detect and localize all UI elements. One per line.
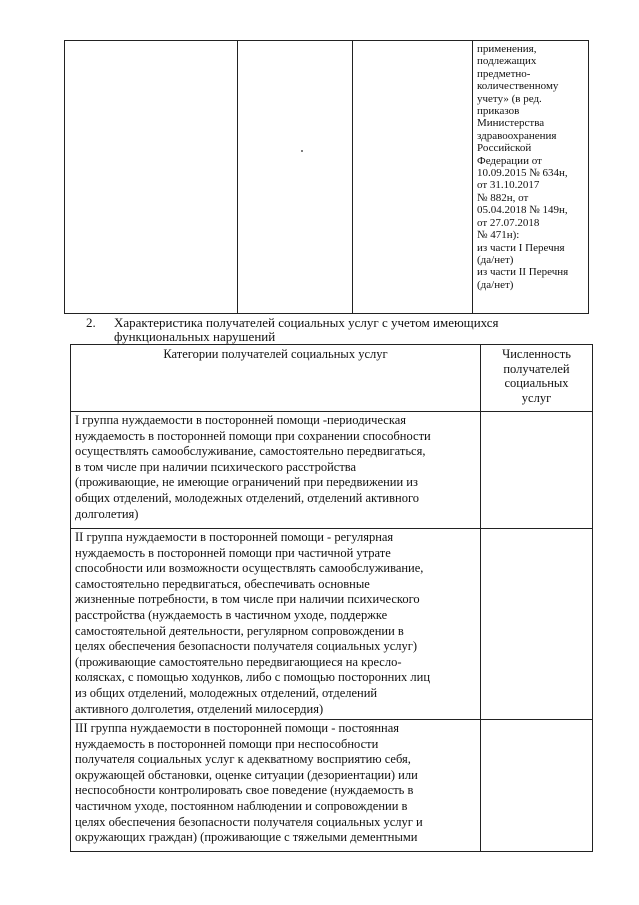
cell-line: (да/нет) [477, 278, 514, 291]
count-cell-group-3 [481, 720, 593, 852]
table-row [71, 720, 593, 852]
cell-line: от 31.10.2017 [477, 179, 540, 192]
table-row [71, 412, 593, 529]
category-line: II группа нуждаемости в посторонней помощи - регулярная [75, 530, 394, 544]
section-title-line: функциональных нарушений [114, 329, 276, 344]
category-line: в том числе при наличии психического расстройства [75, 459, 357, 474]
header-category: Категории получателей социальных услуг [71, 345, 481, 412]
cell-line: приказов [477, 105, 520, 118]
category-line: (проживающие, не имеющие ограничений при передвижении из [75, 475, 418, 490]
category-line: частичном уходе, постоянном наблюдении и сопровождении в [75, 798, 408, 813]
section-number: 2. [86, 315, 96, 330]
cell-line: от 27.07.2018 [477, 216, 540, 229]
cell-line: применения, [477, 43, 537, 55]
section-title [114, 316, 566, 344]
cell-line: Министерства [477, 117, 545, 130]
category-cell-group-2 [71, 529, 481, 720]
header-count-line: Численность [502, 347, 571, 361]
header-count-line: получателей [503, 361, 570, 376]
category-line: неспособности контролировать свое поведение (нуждаемость в [75, 783, 414, 798]
category-line: долголетия) [75, 506, 139, 521]
cell-line: учету» (в ред. [477, 92, 542, 105]
category-line: получателя социальных услуг к адекватному восприятию себя, [75, 752, 411, 767]
cell-line: количественному [477, 80, 559, 93]
category-line: (проживающие самостоятельно передвигающиеся на кресло- [75, 654, 402, 669]
recipients-table [70, 344, 593, 852]
cell-line: подлежащих [477, 55, 537, 68]
scan-speck [301, 150, 303, 152]
count-cell-group-1 [481, 412, 593, 529]
cell-line: 05.04.2018 № 149н, [477, 204, 568, 217]
cell-line: Российской [477, 142, 532, 155]
category-line: целях обеспечения безопасности получателя социальных услуг) [75, 639, 418, 654]
cell-line: Федерации от [477, 154, 542, 167]
category-line: общих отделений, молодежных отделений, отделений активного [75, 490, 420, 505]
category-line: нуждаемость в посторонней помощи при частичной утрате [75, 545, 391, 560]
category-line: нуждаемость в посторонней помощи при сохранении способности [75, 428, 431, 443]
continuation-cell-1 [65, 41, 238, 314]
category-line: активного долголетия, отделений милосердия) [75, 701, 324, 716]
header-count-line: социальных [504, 376, 569, 390]
category-line: колясках, с помощью ходунков, либо с помощью посторонних лиц [75, 670, 431, 685]
count-cell-group-2 [481, 529, 593, 720]
category-line: самостоятельно передвигаться, обеспечивать основные [75, 576, 370, 591]
category-line: окружающей обстановки, оценке ситуации (дезориентации) или [75, 767, 418, 782]
header-count-line: услуг [521, 390, 552, 405]
continuation-cell-3 [353, 41, 473, 314]
table-header-row [71, 345, 593, 412]
cell-line: предметно- [477, 67, 531, 80]
category-cell-group-1 [71, 412, 481, 529]
category-line: из общих отделений, молодежных отделений, отделений [75, 685, 378, 700]
section-title-line: Характеристика получателей социальных услуг с учетом имеющихся [114, 315, 499, 330]
header-count [481, 345, 593, 412]
category-line: способности или возможности осуществлять самообслуживание, [75, 561, 424, 576]
category-line: III группа нуждаемости в посторонней помощи - постоянная [75, 721, 400, 735]
category-line: нуждаемость в посторонней помощи при неспособности [75, 736, 379, 751]
cell-line: № 471н): [477, 229, 520, 242]
category-line: окружающих граждан) (проживающие с тяжелыми дементными [75, 830, 418, 845]
cell-line: (да/нет) [477, 253, 514, 266]
cell-line: из части II Перечня [477, 266, 569, 279]
cell-line: из части I Перечня [477, 241, 565, 254]
category-line: жизненные потребности, в том числе при наличии психического [75, 592, 420, 607]
continuation-cell-4 [473, 41, 589, 314]
cell-line: здравоохранения [477, 129, 557, 142]
category-cell-group-3 [71, 720, 481, 852]
continuation-table [64, 40, 589, 314]
category-line: самостоятельной деятельности, регулярном сопровождении в [75, 623, 404, 638]
category-line: целях обеспечения безопасности получателя социальных услуг и [75, 814, 423, 829]
cell-line: № 882н, от [477, 191, 529, 204]
table-row [71, 529, 593, 720]
continuation-cell-2 [238, 41, 353, 314]
category-line: I группа нуждаемости в посторонней помощи -периодическая [75, 413, 407, 427]
cell-line: 10.09.2015 № 634н, [477, 167, 568, 180]
category-line: расстройства (нуждаемость в частичном уходе, поддержке [75, 607, 388, 622]
category-line: осуществлять самообслуживание, самостоятельно передвигаться, [75, 444, 426, 459]
